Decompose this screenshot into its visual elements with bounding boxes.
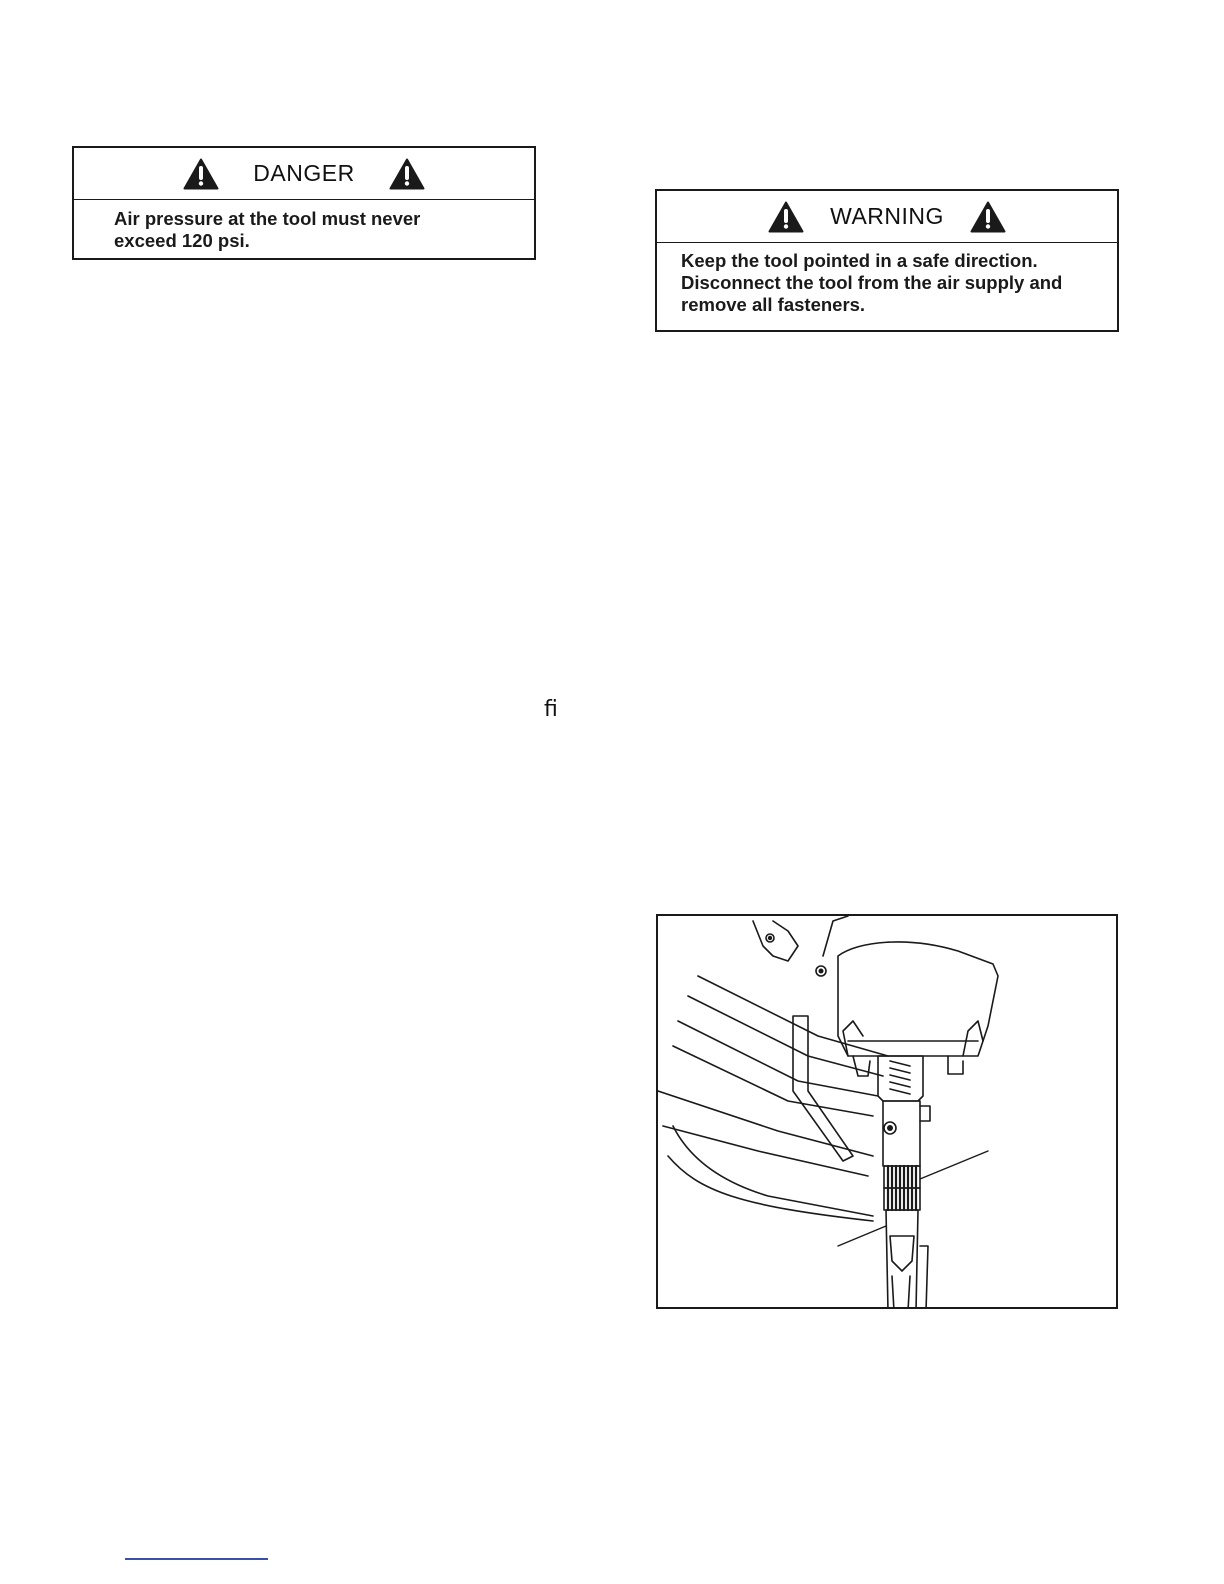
stray-ligature-glyph: ﬁ [544,697,558,722]
danger-label [72,146,536,260]
warning-triangle-icon [389,158,425,190]
nailer-nose-illustration [658,916,1116,1307]
warning-label [655,189,1119,332]
warning-signal-word: WARNING [830,203,944,229]
footer-rule [125,1558,268,1560]
warning-message-line: Disconnect the tool from the air supply and [681,272,1063,293]
warning-triangle-icon [768,201,804,233]
danger-signal-word: DANGER [253,160,355,186]
warning-header [657,191,1117,243]
warning-message [657,243,1111,316]
warning-triangle-icon [970,201,1006,233]
warning-triangle-icon [183,158,219,190]
danger-header [74,148,534,200]
danger-message-line: Air pressure at the tool must never [114,208,421,229]
warning-message-line: Keep the tool pointed in a safe direction. [681,250,1038,271]
warning-message-line: remove all fasteners. [681,294,866,315]
nailer-figure [656,914,1118,1309]
danger-message [74,200,494,252]
danger-message-line: exceed 120 psi. [114,230,250,251]
